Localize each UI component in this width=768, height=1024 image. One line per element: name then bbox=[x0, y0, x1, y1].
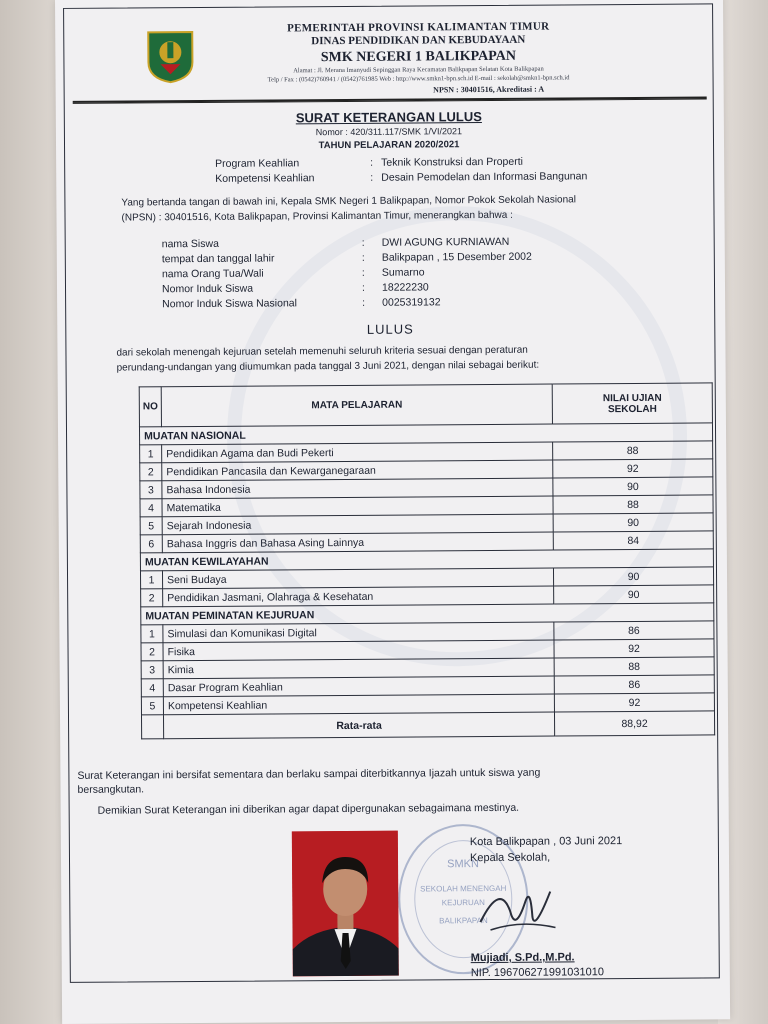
nis-value: 18222230 bbox=[381, 281, 429, 294]
row-subject: Pendidikan Jasmani, Olahraga & Kesehatan bbox=[163, 586, 554, 607]
section-peminatan: MUATAN PEMINATAN KEJURUAN bbox=[141, 603, 714, 625]
row-score: 84 bbox=[553, 531, 713, 550]
letterhead bbox=[64, 4, 713, 101]
kompetensi-colon: : bbox=[370, 171, 374, 184]
birth-label: tempat dan tanggal lahir bbox=[161, 252, 275, 266]
row-no: 1 bbox=[140, 445, 162, 463]
background-left bbox=[0, 0, 60, 1024]
letterhead-line-1: PEMERINTAH PROVINSI KALIMANTAN TIMUR bbox=[287, 20, 550, 35]
row-no: 5 bbox=[140, 517, 162, 535]
row-subject: Sejarah Indonesia bbox=[162, 514, 553, 535]
student-name-value: DWI AGUNG KURNIAWAN bbox=[381, 235, 510, 249]
nisn-colon: : bbox=[362, 296, 366, 309]
row-score: 88 bbox=[554, 657, 714, 676]
row-subject: Pendidikan Pancasila dan Kewarganegaraan bbox=[162, 460, 553, 481]
parent-value: Sumarno bbox=[381, 266, 425, 279]
letterhead-line-2: DINAS PENDIDIKAN DAN KEBUDAYAAN bbox=[311, 33, 526, 48]
row-subject: Fisika bbox=[163, 640, 554, 661]
row-score: 86 bbox=[554, 621, 714, 640]
school-contact: Telp / Fax : (0542)760941 / (0542)761985 Web : http://www.smkn1-bpn.sch.id E-mail : sekolah@smkn1-bpn.sch.id bbox=[267, 74, 570, 84]
average-label: Rata-rata bbox=[163, 712, 554, 739]
row-subject: Kompetensi Keahlian bbox=[163, 694, 554, 715]
row-subject: Dasar Program Keahlian bbox=[163, 676, 554, 697]
row-score: 92 bbox=[554, 693, 714, 712]
col-score-header bbox=[552, 383, 712, 424]
row-no: 6 bbox=[140, 535, 162, 553]
col-subject-header: MATA PELAJARAN bbox=[161, 384, 552, 427]
average-empty-cell bbox=[141, 715, 163, 739]
row-score: 92 bbox=[553, 459, 713, 478]
row-subject: Kimia bbox=[163, 658, 554, 679]
school-npsn: NPSN : 30401516, Akreditasi : A bbox=[433, 84, 545, 95]
row-subject: Bahasa Indonesia bbox=[162, 478, 553, 499]
nis-colon: : bbox=[361, 281, 365, 294]
birth-value: Balikpapan , 15 Desember 2002 bbox=[381, 250, 532, 264]
table-header-row bbox=[139, 383, 712, 427]
program-label: Program Keahlian bbox=[215, 157, 300, 170]
row-subject: Simulasi dan Komunikasi Digital bbox=[163, 622, 554, 643]
row-subject: Seni Budaya bbox=[162, 568, 553, 589]
result-desc-2: perundang-undangan yang diumumkan pada tanggal 3 Juni 2021, dengan nilai sebagai berikut: bbox=[116, 359, 540, 374]
student-portrait-icon bbox=[292, 831, 399, 977]
academic-year: TAHUN PELAJARAN 2020/2021 bbox=[318, 139, 460, 152]
parent-label: nama Orang Tua/Wali bbox=[161, 267, 264, 281]
nisn-label: Nomor Induk Siswa Nasional bbox=[162, 297, 297, 311]
row-no: 2 bbox=[140, 463, 162, 481]
student-name-colon: : bbox=[361, 236, 365, 249]
footer-note-2: bersangkutan. bbox=[77, 783, 145, 796]
document-title: SURAT KETERANGAN LULUS bbox=[295, 109, 482, 126]
footer-note-1: Surat Keterangan ini bersifat sementara dan berlaku sampai diterbitkannya Ijazah untuk siswa yang bbox=[77, 766, 541, 782]
student-name-label: nama Siswa bbox=[161, 237, 219, 251]
row-no: 5 bbox=[141, 697, 163, 715]
row-score: 90 bbox=[554, 585, 714, 604]
row-no: 4 bbox=[140, 499, 162, 517]
section-nasional: MUATAN NASIONAL bbox=[139, 423, 712, 445]
signer-nip: NIP. 196706271991031010 bbox=[470, 966, 604, 980]
document-number: Nomor : 420/311.117/SMK 1/VI/2021 bbox=[315, 126, 463, 138]
certificate-paper bbox=[55, 0, 730, 1024]
average-row bbox=[141, 711, 714, 739]
row-score: 86 bbox=[554, 675, 714, 694]
school-address: Alamat : Jl. Merana Imanyudi Sepinggan Raya Kecamatan Balikpapan Selatan Kota Balikpapan bbox=[293, 65, 544, 75]
row-score: 92 bbox=[554, 639, 714, 658]
kompetensi-value: Desain Pemodelan dan Informasi Bangunan bbox=[381, 170, 588, 184]
kompetensi-label: Kompetensi Keahlian bbox=[215, 172, 315, 185]
stamp-line-3: KEJURUAN bbox=[441, 898, 485, 908]
parent-colon: : bbox=[361, 266, 365, 279]
col-no-header: NO bbox=[139, 387, 161, 427]
nis-label: Nomor Induk Siswa bbox=[161, 282, 254, 296]
signer-name: Mujiadi, S.Pd.,M.Pd. bbox=[470, 951, 575, 965]
intro-line-1: Yang bertanda tangan di bawah ini, Kepala SMK Negeri 1 Balikpapan, Nomor Pokok Sekolah Nasional bbox=[121, 194, 576, 209]
signature-icon bbox=[470, 871, 560, 942]
row-score: 90 bbox=[553, 567, 713, 586]
footer-note-3: Demikian Surat Keterangan ini diberikan agar dapat dipergunakan sebagaimana mestinya. bbox=[97, 801, 520, 817]
graduation-status: LULUS bbox=[366, 321, 414, 337]
row-subject: Bahasa Inggris dan Bahasa Asing Lainnya bbox=[162, 532, 553, 553]
row-no: 2 bbox=[141, 589, 163, 607]
section-kewilayahan: MUATAN KEWILAYAHAN bbox=[140, 549, 713, 571]
nisn-value: 0025319132 bbox=[382, 296, 441, 309]
col-score-header-line-1: NILAI UJIAN bbox=[602, 392, 662, 404]
row-no: 4 bbox=[141, 679, 163, 697]
col-score-header-line-2: SEKOLAH bbox=[607, 403, 657, 415]
average-value: 88,92 bbox=[554, 711, 714, 736]
row-no: 3 bbox=[140, 481, 162, 499]
signer-position: Kepala Sekolah, bbox=[469, 851, 551, 865]
place-date: Kota Balikpapan , 03 Juni 2021 bbox=[469, 835, 623, 849]
student-photo bbox=[292, 831, 399, 977]
stamp-line-2: SEKOLAH MENENGAH bbox=[420, 883, 507, 894]
program-colon: : bbox=[370, 156, 374, 169]
row-subject: Pendidikan Agama dan Budi Pekerti bbox=[162, 442, 553, 463]
row-subject: Matematika bbox=[162, 496, 553, 517]
row-score: 90 bbox=[553, 477, 713, 496]
result-desc-1: dari sekolah menengah kejuruan setelah memenuhi seluruh kriteria sesuai dengan peraturan bbox=[116, 344, 528, 359]
program-value: Teknik Konstruksi dan Properti bbox=[381, 155, 524, 169]
kompetensi-row bbox=[215, 170, 695, 185]
program-row bbox=[215, 155, 695, 170]
grades-table bbox=[139, 382, 715, 739]
stamp-line-1: SMKN bbox=[447, 858, 479, 871]
row-score: 88 bbox=[553, 495, 713, 514]
school-name: SMK NEGERI 1 BALIKPAPAN bbox=[320, 48, 517, 66]
row-no: 1 bbox=[140, 571, 162, 589]
row-score: 88 bbox=[553, 441, 713, 460]
row-no: 1 bbox=[141, 625, 163, 643]
intro-line-2: (NPSN) : 30401516, Kota Balikpapan, Provinsi Kalimantan Timur, menerangkan bahwa : bbox=[121, 209, 513, 224]
row-no: 2 bbox=[141, 643, 163, 661]
row-no: 3 bbox=[141, 661, 163, 679]
row-score: 90 bbox=[553, 513, 713, 532]
stamp-line-4: BALIKPAPAN bbox=[439, 916, 488, 926]
birth-colon: : bbox=[361, 251, 365, 264]
document-frame bbox=[63, 3, 720, 983]
